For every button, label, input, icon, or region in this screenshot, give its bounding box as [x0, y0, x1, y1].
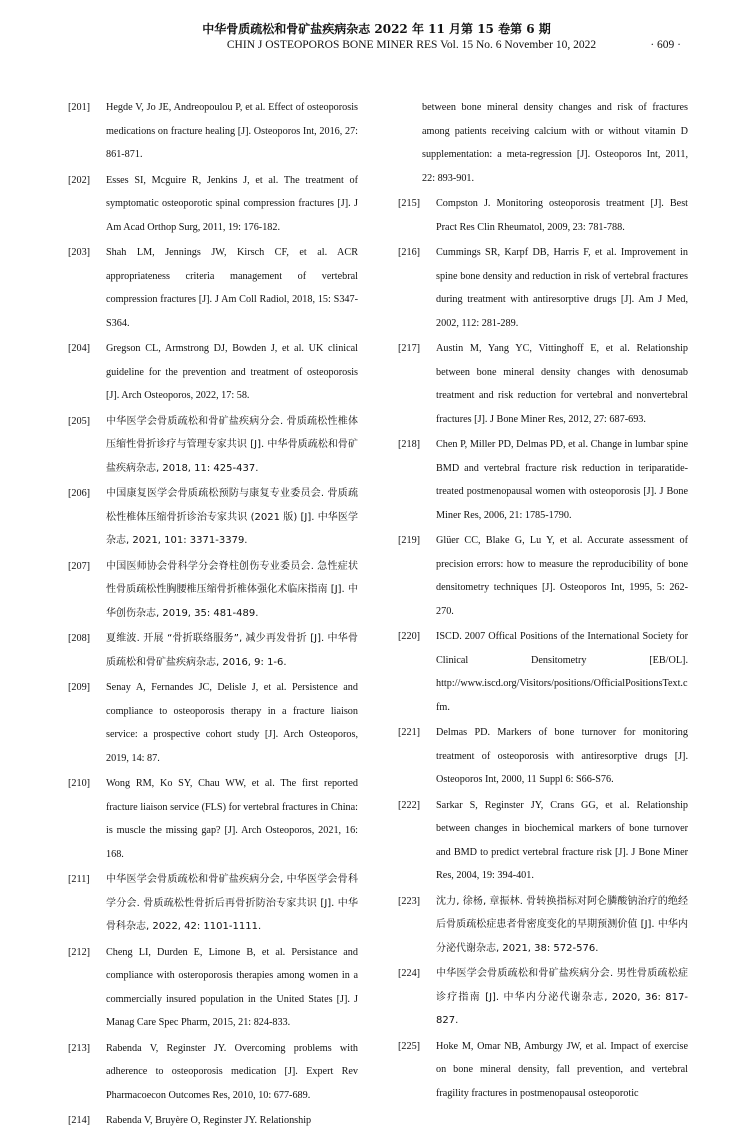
reference-item	[68, 241, 358, 335]
reference-number: [203]	[68, 247, 91, 258]
reference-number: [221]	[398, 727, 421, 738]
reference-text: 中国医师协会骨科学分会脊柱创伤专业委员会. 急性症状性骨质疏松性胸腰椎压缩骨折椎体强化术临床指南 [J]. 中华创伤杂志, 2019, 35: 481-489.	[106, 560, 358, 619]
reference-number: [215]	[398, 198, 421, 209]
reference-item	[68, 941, 358, 1035]
reference-number: [213]	[68, 1042, 91, 1054]
reference-item	[68, 410, 358, 481]
reference-text: Rabenda V, Reginster JY. Overcoming problems with adherence to osteoporosis medication [J]. Expert Rev Pharmacoecon Outcomes Res, 2010, 10: 677-689.	[106, 1042, 358, 1101]
reference-text: Chen P, Miller PD, Delmas PD, et al. Change in lumbar spine BMD and vertebral fracture risk reduction in teriparatide-treated postmenopausal women with osteoporosis [J]. J Bone Miner Res, 2006, 21: 1785-1790.	[436, 439, 688, 521]
reference-item	[398, 433, 688, 527]
reference-number: [206]	[68, 488, 91, 499]
reference-item	[68, 868, 358, 939]
reference-item	[68, 1037, 358, 1108]
reference-number: [212]	[68, 946, 91, 958]
reference-item	[68, 1109, 358, 1133]
reference-item	[68, 169, 358, 240]
reference-text: 中国康复医学会骨质疏松预防与康复专业委员会. 骨质疏松性椎体压缩骨折诊治专家共识 (2021 版) [J]. 中华医学杂志, 2021, 101: 3371-3379.	[106, 488, 358, 546]
page-number: · 609 ·	[650, 39, 681, 51]
reference-number: [211]	[68, 874, 90, 885]
reference-number: [216]	[398, 247, 421, 258]
journal-title-cn: 中华骨质疏松和骨矿盐疾病杂志 2022 年 11 月第 15 卷第 6 期	[202, 22, 551, 36]
reference-item	[68, 482, 358, 553]
reference-text: 沈力, 徐杨, 章振林. 骨转换指标对阿仑膦酸钠治疗的绝经后骨质疏松症患者骨密度变化的早期预测价值 [J]. 中华内分泌代谢杂志, 2021, 38: 572-576.	[436, 895, 688, 954]
reference-text: Austin M, Yang YC, Vittinghoff E, et al. Relationship between bone mineral density changes with denosumab treatment and risk reduction for vertebral and nonvertebral fractures [J]. J Bone Miner Res, 2012, 27: 687-693.	[436, 343, 688, 425]
reference-item	[68, 627, 358, 674]
reference-item	[68, 676, 358, 770]
reference-item	[398, 625, 688, 719]
reference-item	[398, 337, 688, 431]
reference-text: ISCD. 2007 Offical Positions of the International Society for Clinical Densitometry [EB/OL]. http://www.iscd.org/Visitors/positions/OfficialPositionsText.cfm.	[436, 631, 688, 713]
journal-title-en: CHIN J OSTEOPOROS BONE MINER RES Vol. 15 No. 6 November 10, 2022	[226, 39, 597, 51]
reference-text: 中华医学会骨质疏松和骨矿盐疾病分会. 骨质疏松性椎体压缩性骨折诊疗与管理专家共识 [J]. 中华骨质疏松和骨矿盐疾病杂志, 2018, 11: 425-437.	[106, 415, 358, 474]
reference-text: Delmas PD. Markers of bone turnover for monitoring treatment of osteoporosis with antiresorptive drugs [J]. Osteoporos Int, 2000, 11 Suppl 6: S66-S76.	[436, 727, 688, 785]
reference-number: [205]	[68, 415, 91, 427]
reference-number: [202]	[68, 174, 91, 186]
reference-item	[398, 721, 688, 792]
reference-number: [220]	[398, 631, 421, 642]
right-column	[398, 96, 688, 1107]
reference-text: Rabenda V, Bruyère O, Reginster JY. Relationship	[106, 1115, 312, 1126]
reference-item	[68, 555, 358, 626]
reference-text: Shah LM, Jennings JW, Kirsch CF, et al. ACR appropriateness criteria management of vertebral compression fractures [J]. J Am Coll Radiol, 2018, 15: S347-S364.	[106, 247, 358, 329]
reference-number: [219]	[398, 535, 421, 546]
reference-number: [201]	[68, 102, 91, 113]
reference-continuation: between bone mineral density changes and risk of fractures among patients receiving calcium with or without vitamin D supplementation: a meta-regression [J]. Osteoporos Int, 2011, 22: 893-901.	[422, 102, 688, 184]
reference-text: Hoke M, Omar NB, Amburgy JW, et al. Impact of exercise on bone mineral density, fall prevention, and vertebral fragility fractures in postmenopausal osteoporotic	[436, 1040, 688, 1099]
reference-item	[68, 772, 358, 866]
reference-text: Cummings SR, Karpf DB, Harris F, et al. Improvement in spine bone density and reduction in risk of vertebral fractures during treatment with antiresorptive drugs [J]. Am J Med, 2002, 112: 281-289.	[436, 247, 688, 329]
reference-number: [218]	[398, 439, 421, 450]
running-header	[0, 20, 753, 64]
reference-number: [214]	[68, 1115, 91, 1126]
reference-number: [204]	[68, 343, 91, 354]
reference-text: Gregson CL, Armstrong DJ, Bowden J, et al. UK clinical guideline for the prevention and treatment of osteoporosis [J]. Arch Osteoporos, 2022, 17: 58.	[106, 343, 358, 401]
reference-number: [223]	[398, 895, 421, 907]
reference-item	[398, 1035, 688, 1106]
left-column	[68, 96, 358, 1135]
reference-item	[398, 529, 688, 623]
reference-text: Cheng LI, Durden E, Limone B, et al. Persistance and compliance with osteroporosis therapies among women in a commercially insured population in the United States [J]. J Manag Care Spec Pharm, 2015, 21: 824-833.	[106, 946, 358, 1028]
reference-item	[68, 337, 358, 408]
reference-text: 夏维波. 开展 “骨折联络服务”, 减少再发骨折 [J]. 中华骨质疏松和骨矿盐疾病杂志, 2016, 9: 1-6.	[106, 633, 358, 668]
reference-text: Compston J. Monitoring osteoporosis treatment [J]. Best Pract Res Clin Rheumatol, 2009, 23: 781-788.	[436, 198, 688, 233]
reference-number: [217]	[398, 343, 421, 354]
reference-text: Hegde V, Jo JE, Andreopoulou P, et al. Effect of osteoporosis medications on fracture healing [J]. Osteoporos Int, 2016, 27: 861-871.	[106, 102, 358, 160]
reference-item	[398, 890, 688, 961]
reference-item	[398, 192, 688, 239]
reference-text: Esses SI, Mcguire R, Jenkins J, et al. The treatment of symptomatic osteoporotic spinal compression fractures [J]. J Am Acad Orthop Surg, 2011, 19: 176-182.	[106, 174, 358, 233]
reference-number: [222]	[398, 799, 421, 811]
reference-text: Sarkar S, Reginster JY, Crans GG, et al. Relationship between changes in biochemical markers of bone turnover and BMD to predict vertebral fracture risk [J]. J Bone Miner Res, 2004, 19: 394-401.	[436, 799, 688, 881]
reference-number: [210]	[68, 778, 91, 789]
reference-item	[398, 794, 688, 888]
reference-number: [209]	[68, 682, 91, 693]
reference-item	[398, 241, 688, 335]
reference-text: Glüer CC, Blake G, Lu Y, et al. Accurate assessment of precision errors: how to measure the reproducibility of bone densitometry techniques [J]. Osteoporos Int, 1995, 5: 262-270.	[436, 535, 688, 617]
reference-number: [224]	[398, 968, 421, 979]
reference-text: 中华医学会骨质疏松和骨矿盐疾病分会. 男性骨质疏松症诊疗指南 [J]. 中华内分泌代谢杂志, 2020, 36: 817-827.	[436, 968, 688, 1026]
reference-text: Wong RM, Ko SY, Chau WW, et al. The first reported fracture liaison service (FLS) for vertebral fractures in China: is muscle the missing gap? [J]. Arch Osteoporos, 2021, 16: 168.	[106, 778, 358, 860]
reference-text: 中华医学会骨质疏松和骨矿盐疾病分会, 中华医学会骨科学分会. 骨质疏松性骨折后再骨折防治专家共识 [J]. 中华骨科杂志, 2022, 42: 1101-1111.	[106, 874, 358, 932]
reference-number: [225]	[398, 1040, 421, 1052]
reference-text: Senay A, Fernandes JC, Delisle J, et al. Persistence and compliance to osteoporosis therapy in a fracture liaison service: a prospective cohort study [J]. Arch Osteoporos, 2019, 14: 87.	[106, 682, 358, 764]
reference-item	[398, 962, 688, 1033]
reference-number: [207]	[68, 560, 91, 572]
reference-number: [208]	[68, 633, 91, 644]
reference-item	[68, 96, 358, 167]
